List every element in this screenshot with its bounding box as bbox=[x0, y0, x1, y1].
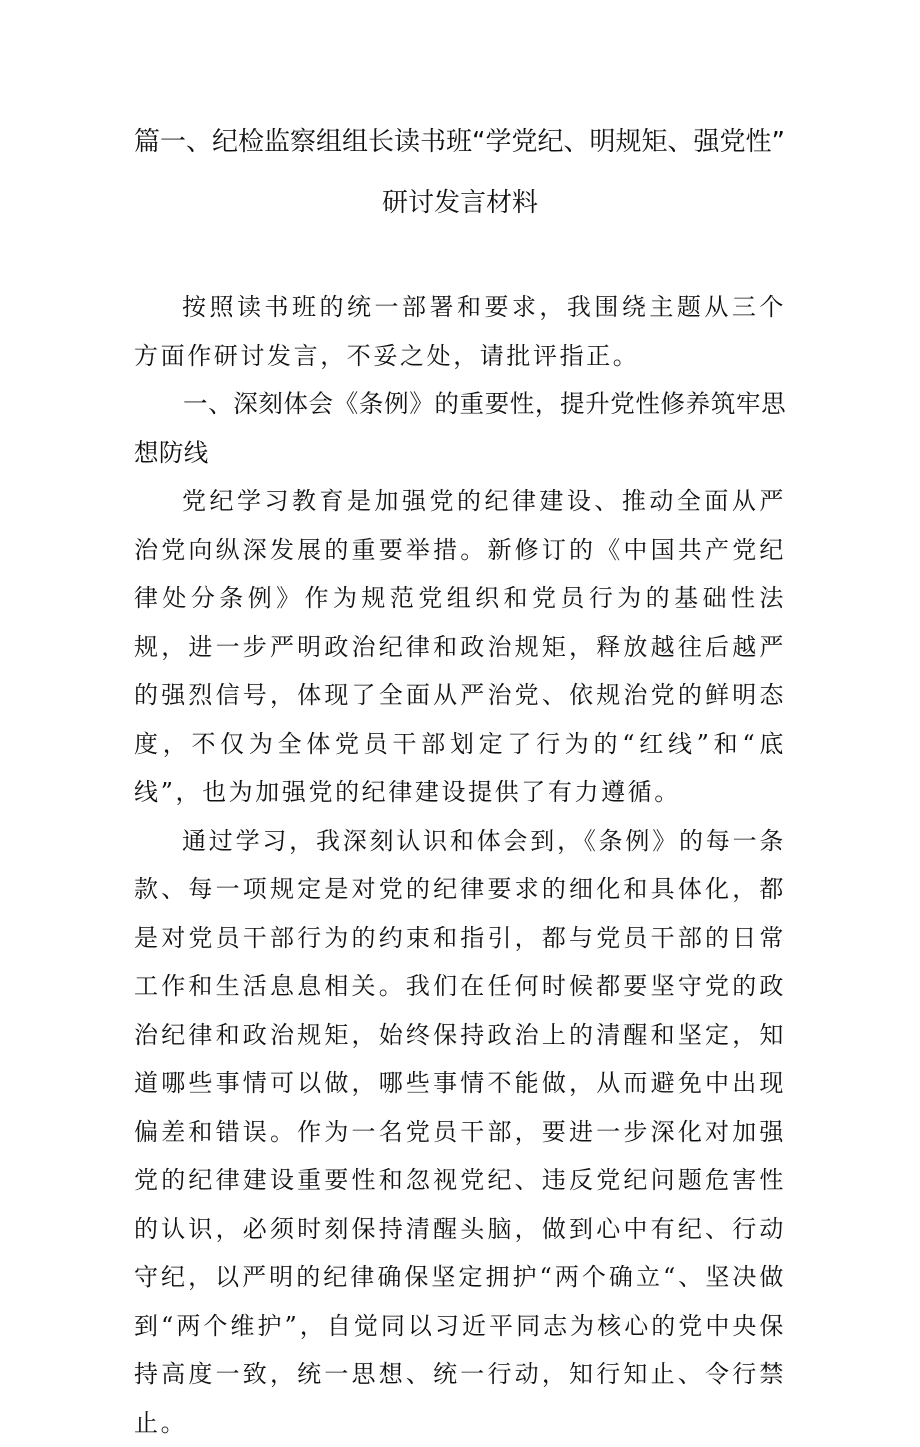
body-paragraph: 通过学习，我深刻认识和体会到，《条例》的每一条款、每一项规定是对党的纪律要求的细化和具体化，都是对党员干部行为的约束和指引，都与党员干部的日常工作和生活息息相关。我们在任何时候都要坚守党的政治纪律和政治规矩，始终保持政治上的清醒和坚定，知道哪些事情可以做，哪些事情不能做，从而避免中出现偏差和错误。作为一名党员干部，要进一步深化对加强党的纪律建设重要性和忽视党纪、违反党纪问题危害性的认识，必须时刻保持清醒头脑，做到心中有纪、行动守纪，以严明的纪律确保坚定拥护“两个确立“、坚决做到“两个维护”，自觉同以习近平同志为核心的党中央保持高度一致，统一思想、统一行动，知行知止、令行禁止。 bbox=[134, 817, 786, 1447]
body-paragraph: 党纪学习教育是加强党的纪律建设、推动全面从严治党向纵深发展的重要举措。新修订的《中国共产党纪律处分条例》作为规范党组织和党员行为的基础性法规，进一步严明政治纪律和政治规矩，释放越往后越严的强烈信号，体现了全面从严治党、依规治党的鲜明态度，不仅为全体党员干部划定了行为的“红线”和“底线”，也为加强党的纪律建设提供了有力遵循。 bbox=[134, 477, 786, 817]
section-heading: 一、深刻体会《条例》的重要性，提升党性修养筑牢思想防线 bbox=[134, 380, 786, 477]
intro-paragraph: 按照读书班的统一部署和要求，我围绕主题从三个方面作研讨发言，不妥之处，请批评指正。 bbox=[134, 283, 786, 380]
document-subtitle: 研讨发言材料 bbox=[0, 183, 920, 223]
document-body bbox=[134, 283, 786, 1447]
document-title: 篇一、纪检监察组组长读书班“学党纪、明规矩、强党性” bbox=[134, 122, 814, 162]
